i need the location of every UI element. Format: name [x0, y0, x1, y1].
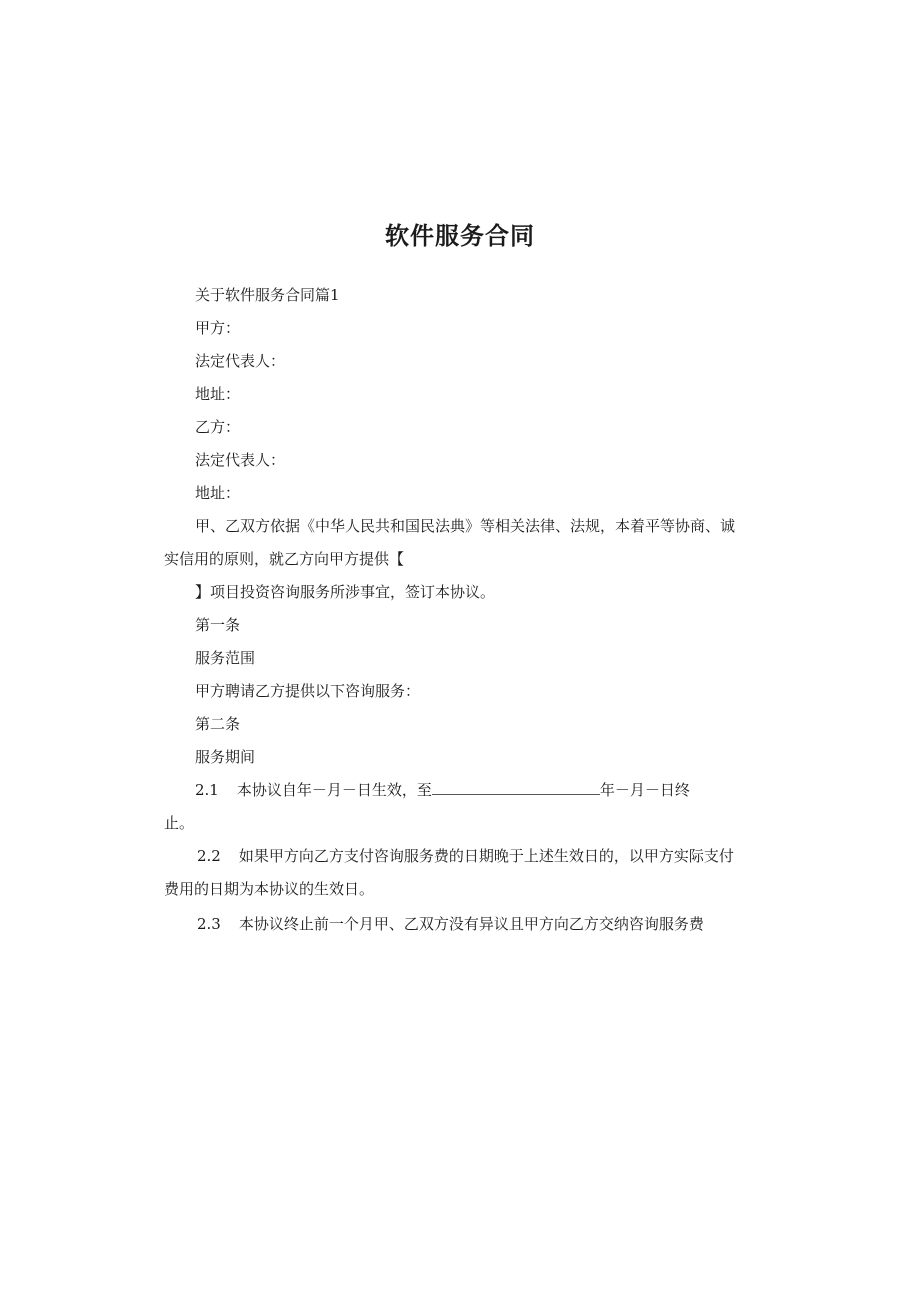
clause-2-3-text-a: 本协议终止前一个月甲、乙双方没有异议且甲方向乙方交纳咨询服务费	[238, 915, 704, 933]
party-b-representative: 法定代表人：	[195, 451, 286, 469]
article-2-heading: 第二条	[195, 715, 241, 733]
article-2-title: 服务期间	[195, 748, 256, 766]
clause-2-1-continuation: 止。	[164, 814, 195, 832]
party-a-label: 甲方：	[195, 319, 241, 337]
subtitle: 关于软件服务合同篇1	[195, 286, 340, 304]
clause-2-2-text-a: 如果甲方向乙方支付咨询服务费的日期晚于上述生效日的，以甲方实际支付	[238, 847, 734, 865]
blank-date-line	[432, 780, 600, 795]
intro-line-3: 】项目投资咨询服务所涉事宜，签订本协议。	[195, 583, 496, 601]
clause-2-3-number: 2.3	[197, 915, 221, 933]
clause-2-1-text-b: 年－月－日终	[599, 781, 690, 799]
clause-2-3	[197, 914, 704, 934]
intro-line-1: 甲、乙双方依据《中华人民共和国民法典》等相关法律、法规，本着平等协商、诚	[195, 517, 736, 535]
party-a-address: 地址：	[195, 385, 241, 403]
article-1-text: 甲方聘请乙方提供以下咨询服务：	[195, 682, 421, 700]
article-1-heading: 第一条	[195, 616, 241, 634]
clause-2-2-continuation: 费用的日期为本协议的生效日。	[164, 880, 375, 898]
party-b-label: 乙方：	[195, 418, 241, 436]
clause-2-1	[195, 780, 690, 800]
document-title: 软件服务合同	[385, 222, 535, 250]
party-a-representative: 法定代表人：	[195, 352, 286, 370]
clause-2-1-text-a: 本协议自年－月－日生效，至	[236, 781, 432, 799]
clause-2-1-number: 2.1	[195, 781, 219, 799]
article-1-title: 服务范围	[195, 649, 256, 667]
party-b-address: 地址：	[195, 484, 241, 502]
clause-2-2	[197, 846, 734, 866]
clause-2-2-number: 2.2	[197, 847, 221, 865]
intro-line-2: 实信用的原则，就乙方向甲方提供【	[164, 550, 405, 568]
